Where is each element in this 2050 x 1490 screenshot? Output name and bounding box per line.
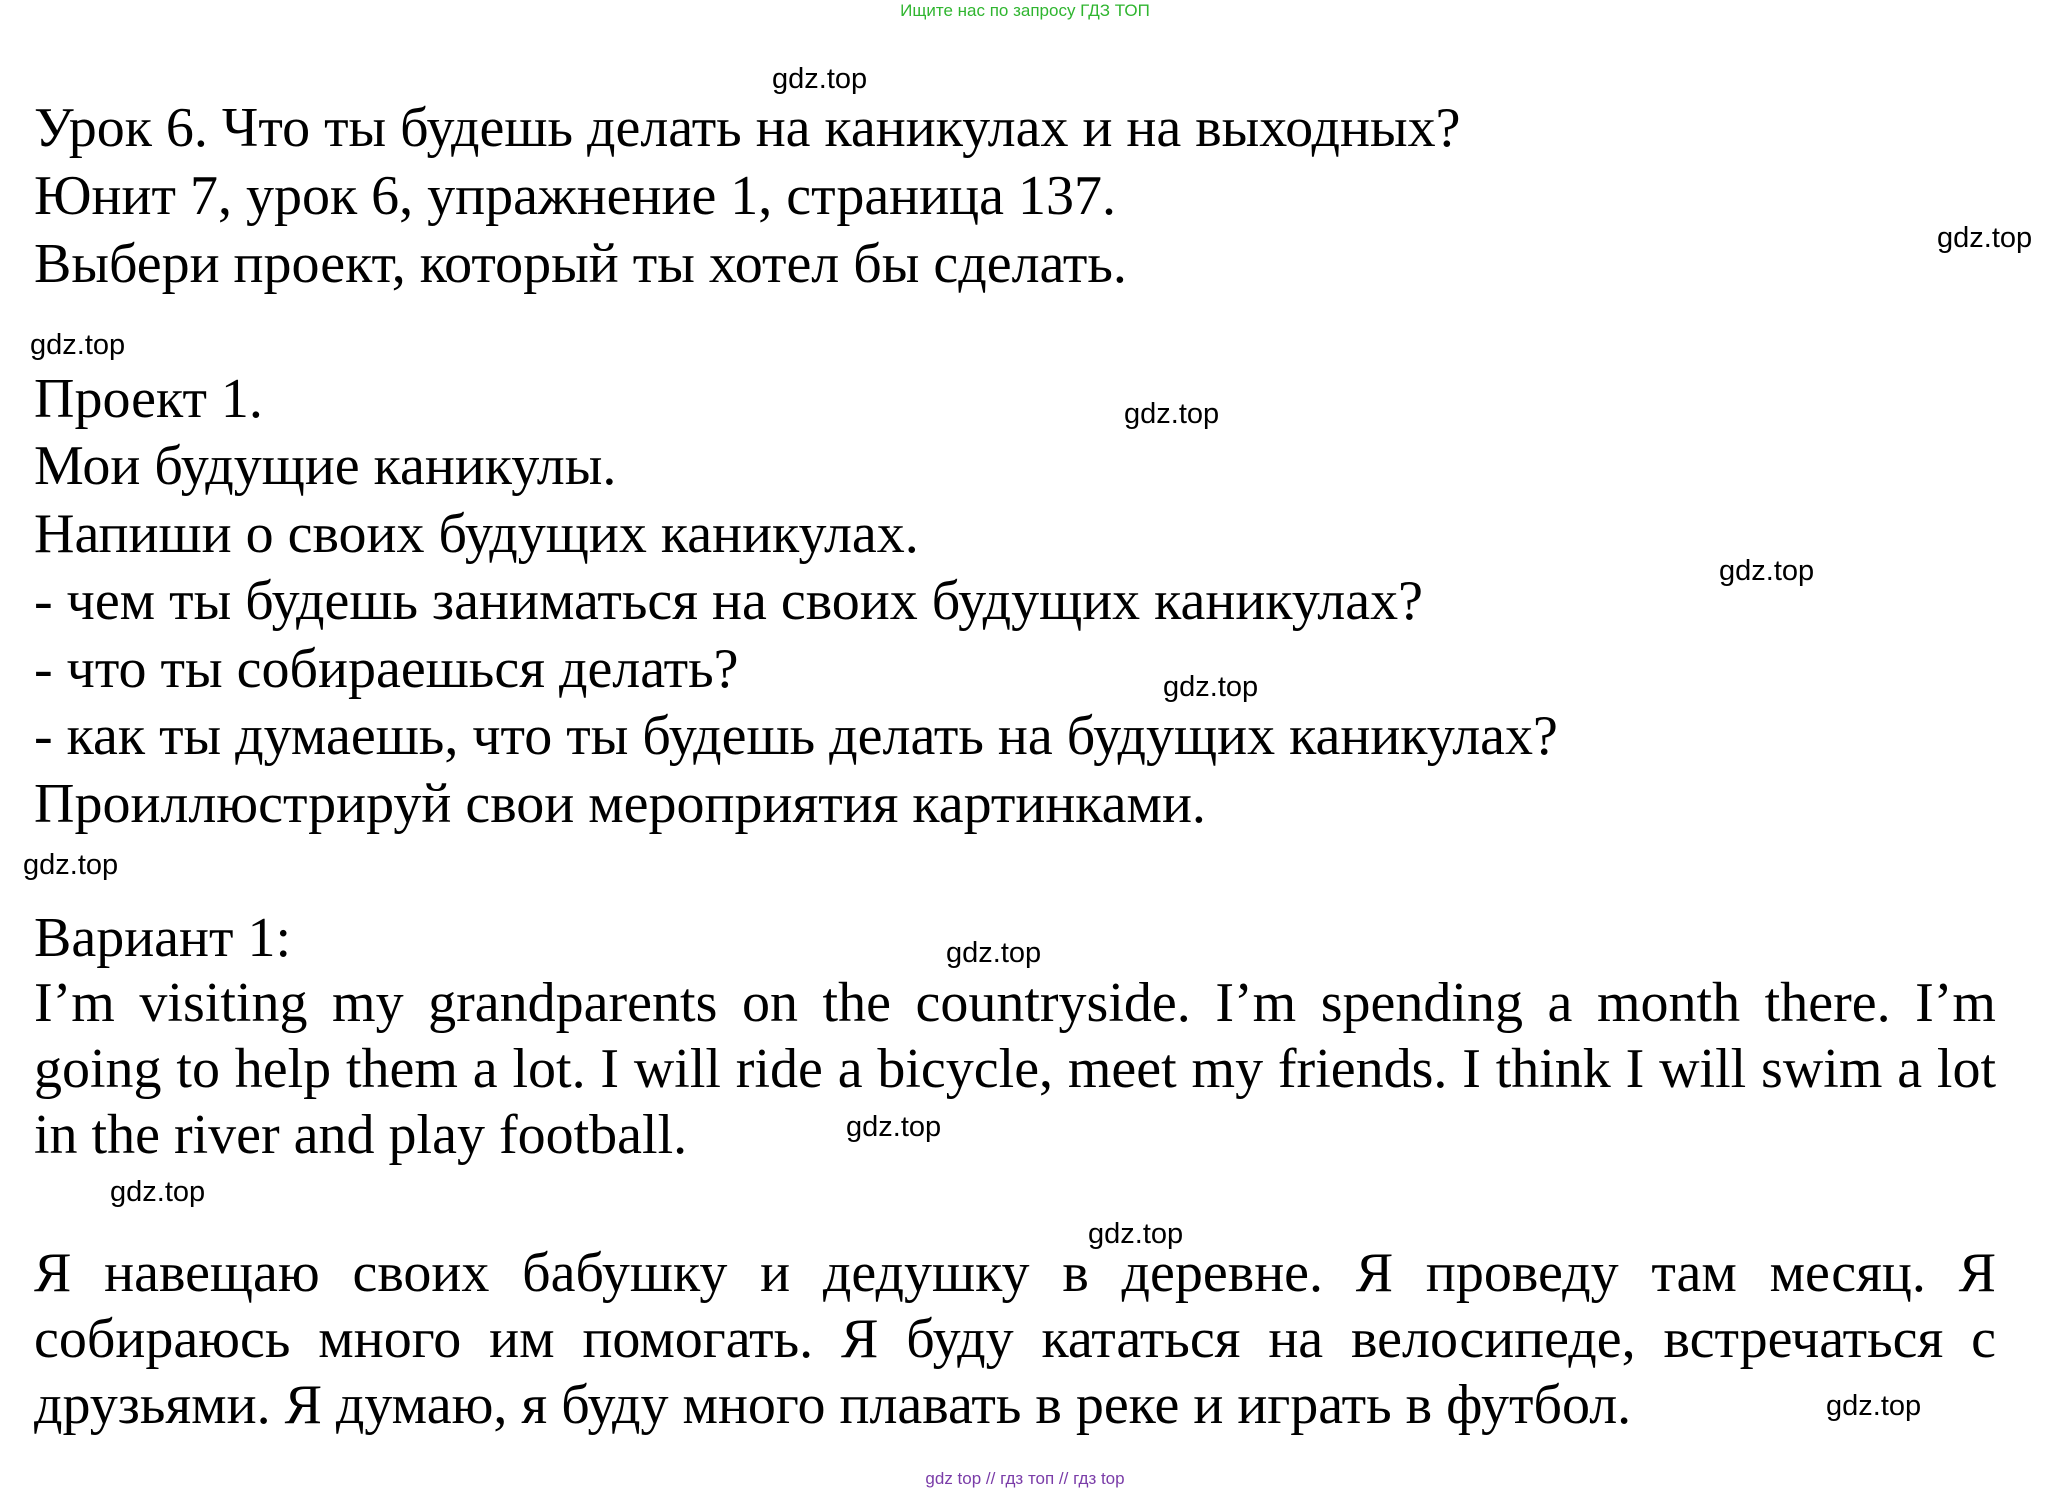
footer: gdz top // гдз топ // гдз top: [925, 1469, 1125, 1488]
watermark: gdz.top: [846, 1111, 942, 1143]
question-1: - чем ты будешь заниматься на своих будущих каникулах?: [34, 570, 1423, 632]
watermark: gdz.top: [1937, 222, 2033, 254]
watermark: gdz.top: [1124, 398, 1220, 430]
question-3: - как ты думаешь, что ты будешь делать на будущих каникулах?: [34, 705, 1558, 767]
top-banner: Ищите нас по запросу ГДЗ ТОП: [900, 1, 1150, 20]
task-text: Выбери проект, который ты хотел бы сделать.: [34, 233, 1127, 295]
project-subtitle: Мои будущие каникулы.: [34, 435, 617, 497]
watermark: gdz.top: [1088, 1218, 1184, 1250]
question-2: - что ты собираешься делать?: [34, 638, 739, 700]
watermark: gdz.top: [1826, 1390, 1922, 1422]
project-title: Проект 1.: [34, 368, 263, 430]
project-instruction: Напиши о своих будущих каникулах.: [34, 503, 919, 565]
watermark: gdz.top: [23, 849, 119, 881]
unit-line: Юнит 7, урок 6, упражнение 1, страница 137.: [34, 165, 1116, 227]
lesson-title: Урок 6. Что ты будешь делать на каникулах и на выходных?: [34, 97, 1461, 159]
illustrate-instruction: Проиллюстрируй свои мероприятия картинками.: [34, 773, 1206, 835]
watermark: gdz.top: [772, 63, 868, 95]
variant-label: Вариант 1:: [34, 907, 292, 969]
english-answer: I’m visiting my grandparents on the countryside. I’m spending a month there. I’m going to help them a lot. I will ride a bicycle, meet my friends. I think I will swim a lot in the river and play football.: [34, 972, 1996, 1166]
russian-translation: Я навещаю своих бабушку и дедушку в деревне. Я проведу там месяц. Я собираюсь много им помогать. Я буду кататься на велосипеде, встречаться с друзьями. Я думаю, я буду много плавать в реке и играть в футбол.: [34, 1242, 1996, 1436]
watermark: gdz.top: [1719, 555, 1815, 587]
watermark: gdz.top: [1163, 671, 1259, 703]
watermark: gdz.top: [110, 1176, 206, 1208]
watermark: gdz.top: [946, 937, 1042, 969]
watermark: gdz.top: [30, 329, 126, 361]
